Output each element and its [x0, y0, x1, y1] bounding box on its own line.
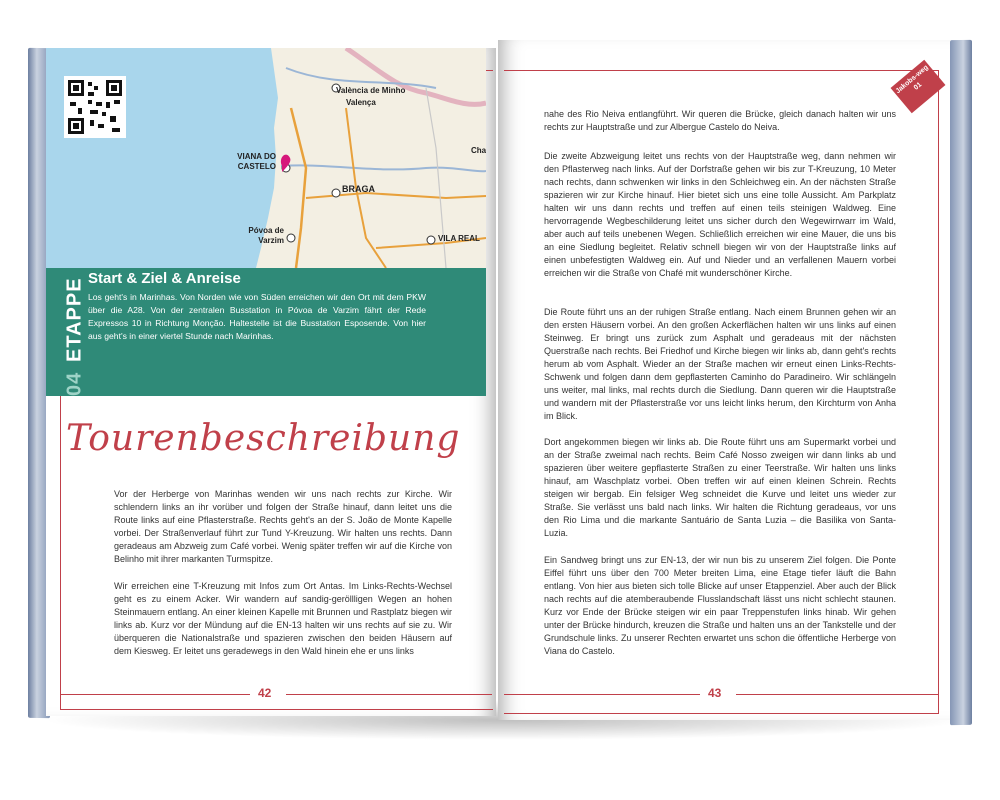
- stage-number: 04: [63, 371, 86, 396]
- map-label: Valença: [346, 98, 376, 107]
- body-paragraph: Die zweite Abzweigung leitet uns rechts von der Hauptstraße weg, dann nehmen wir den Pflasterweg nach links. Auf der Dorfstraße gehen wir bis zur T-Kreuzung, 10 Meter nach rechts, dann schwenken wir links in den Schleichweg ein. An der nächsten Straße spazieren wir zur Kirche hinauf. Hier bietet sich uns eine tolle Aussicht. Am Parkplatz halten wir uns dann rechts und treffen auf einen teils steinigen Waldweg. Eine hervorragende Wegbeschilderung leitet uns sicher durch den Wegewirrwarr im Wald, aber auch auf teils unebenen Wegen. Schließlich erreichen wir eine Mauer, die uns bis an eine Siedlung begleitet. Relativ schnell biegen wir von der Hauptstraße links auf einen unbefestigten Waldweg ein. Auf und Nieder und an verfallenen Mauern vorbei erreichen wir die Straße von Chafé mit wunderschöner Kirche.: [544, 151, 896, 278]
- tour-heading: Tourenbeschreibung: [66, 418, 461, 459]
- map-label: Póvoa de Varzim: [248, 226, 284, 245]
- footer-line: [504, 694, 700, 695]
- book-edge-right: [950, 40, 972, 725]
- map-label: VILA REAL: [438, 234, 480, 243]
- qr-code[interactable]: [64, 76, 126, 138]
- map-label: BRAGA: [342, 184, 375, 194]
- body-paragraph: Dort angekommen biegen wir links ab. Die Route führt uns am Supermarkt vorbei und an der Straße zweimal nach rechts. Beim Café Nosso zweigen wir dann links ab und spazieren über weitere gepflasterte Straßen zu einer Teerstraße. Wir halten uns links hinauf, am Waschplatz vorbei. Oben treffen wir auf einen kleinen Schrein. Rechts steigen wir bergab. Ein felsiger Weg schneidet die Kurve und leitet uns wieder zur Straße. Sie verlässt uns bald nach links. Wir halten die Richtung geradeaus, vor uns den Rio Lima und die markante Santuário de Santa Luzia – die Basilika von Santa-Luzia.: [544, 437, 896, 538]
- map-label: València de Minho: [336, 86, 406, 95]
- footer-line: [286, 694, 492, 695]
- section-text: Los geht's in Marinhas. Von Norden wie von Süden erreichen wir den Ort mit dem PKW über die A28. Von der zentralen Busstation in Póvoa de Varzim fährt der Rede Expressos 10 in Richtung Monção. Haltestelle ist die Busstation Esposende. Von hier aus geht's in einer viertel Stunde nach Marinhas.: [88, 292, 426, 341]
- stage-word: ETAPPE: [63, 277, 86, 362]
- map-label: Cha: [471, 146, 486, 155]
- body-paragraph: Die Route führt uns an der ruhigen Straße entlang. Nach einem Brunnen gehen wir an den ersten Häusern vorbei. An den großen Ackerflächen halten wir uns links auf einen Steinweg. Er bringt uns zurück zum Asphalt und geradeaus mit der nächsten Querstraße nach rechts. Bei Friedhof und Kirche biegen wir links ab, dann geht's rechts herum ab vom Asphalt. Wieder an der Straße machen wir erneut einen Links-Rechts-Schwenk und folgen dann dem gepflasterten Caminho do Paradineiro. Wir schlängeln uns weiter, mal links, mal rechts durch die Siedlung. Dann queren wir die Hauptstraße und wandern mit der Pflasterstraße vor uns leicht links herum, den Kirchturm von Anha im Blick.: [544, 307, 896, 421]
- body-paragraph: Wir erreichen eine T-Kreuzung mit Infos zum Ort Antas. Im Links-Rechts-Wechsel geht es zu einem Acker. Wir wandern auf sandig-geröllligen Wegen an hohen Steinmauern entlang. An einer kleinen Kapelle mit Brunnen und Rastplatz biegen wir links ab. Kurz vor der Mündung auf die EN-13 halten wir uns rechts auf sie zu. Wir überqueren die Nationalstraße und spazieren zwischen den beiden Häusern auf dem Kiesweg. Er leitet uns geradewegs in den Wald hinein ehe er uns links: [114, 581, 452, 656]
- body-paragraph: Ein Sandweg bringt uns zur EN-13, der wir nun bis zu unserem Ziel folgen. Die Ponte Eiffel führt uns über den 700 Meter breiten Lima, eine Etage tiefer läuft die Bahn entlang. Von hier aus bieten sich tolle Blicke auf unser Etappenziel. Aber auch der Blick nach rechts auf die atemberaubende Flusslandschaft lässt uns nicht schlecht staunen. Kurz vor Ende der Brücke steigen wir ein paar Treppenstufen links hinab. Wir gehen unter der Brücke hindurch, kreuzen die Straße und halten uns an der Tankstelle und der Grundschule links. Zu unserer Rechten erwartet uns schon die öffentliche Herberge von Viana do Castelo.: [544, 555, 896, 656]
- route-map: [46, 48, 486, 268]
- left-page: [46, 48, 496, 716]
- page-number: 43: [708, 686, 722, 700]
- qr-code-icon: [66, 78, 124, 136]
- route-tag: Jakobs-weg 01: [891, 60, 946, 114]
- footer-line: [60, 694, 250, 695]
- section-title: Start & Ziel & Anreise: [88, 270, 241, 287]
- page-number: 42: [258, 686, 272, 700]
- map-label: VIANA DO CASTELO: [237, 152, 276, 171]
- footer-line: [736, 694, 938, 695]
- body-paragraph: nahe des Rio Neiva entlangführt. Wir queren die Brücke, gleich danach halten wir uns rechts zur Hauptstraße und zur Albergue Castelo do Neiva.: [544, 109, 896, 132]
- right-page: [498, 40, 950, 720]
- info-box: [46, 268, 486, 396]
- stage-label: [54, 208, 96, 396]
- body-paragraph: Vor der Herberge von Marinhas wenden wir uns nach rechts zur Kirche. Wir schlendern links an ihr vorüber und folgen der Straße hinauf, dann leitet uns die Route links auf eine Pflasterstraße. Rechts geht's an der S. João de Monte Kapelle vorbei. Der Straßenverlauf führt zur Tund Y-Kreuzung. Wir halten uns rechts. Dann geradeaus am Abzweig zum Café vorbei. Wenig später treffen wir auf die Kirche von Belinho mit ihrer markanten Turmspitze.: [114, 489, 452, 564]
